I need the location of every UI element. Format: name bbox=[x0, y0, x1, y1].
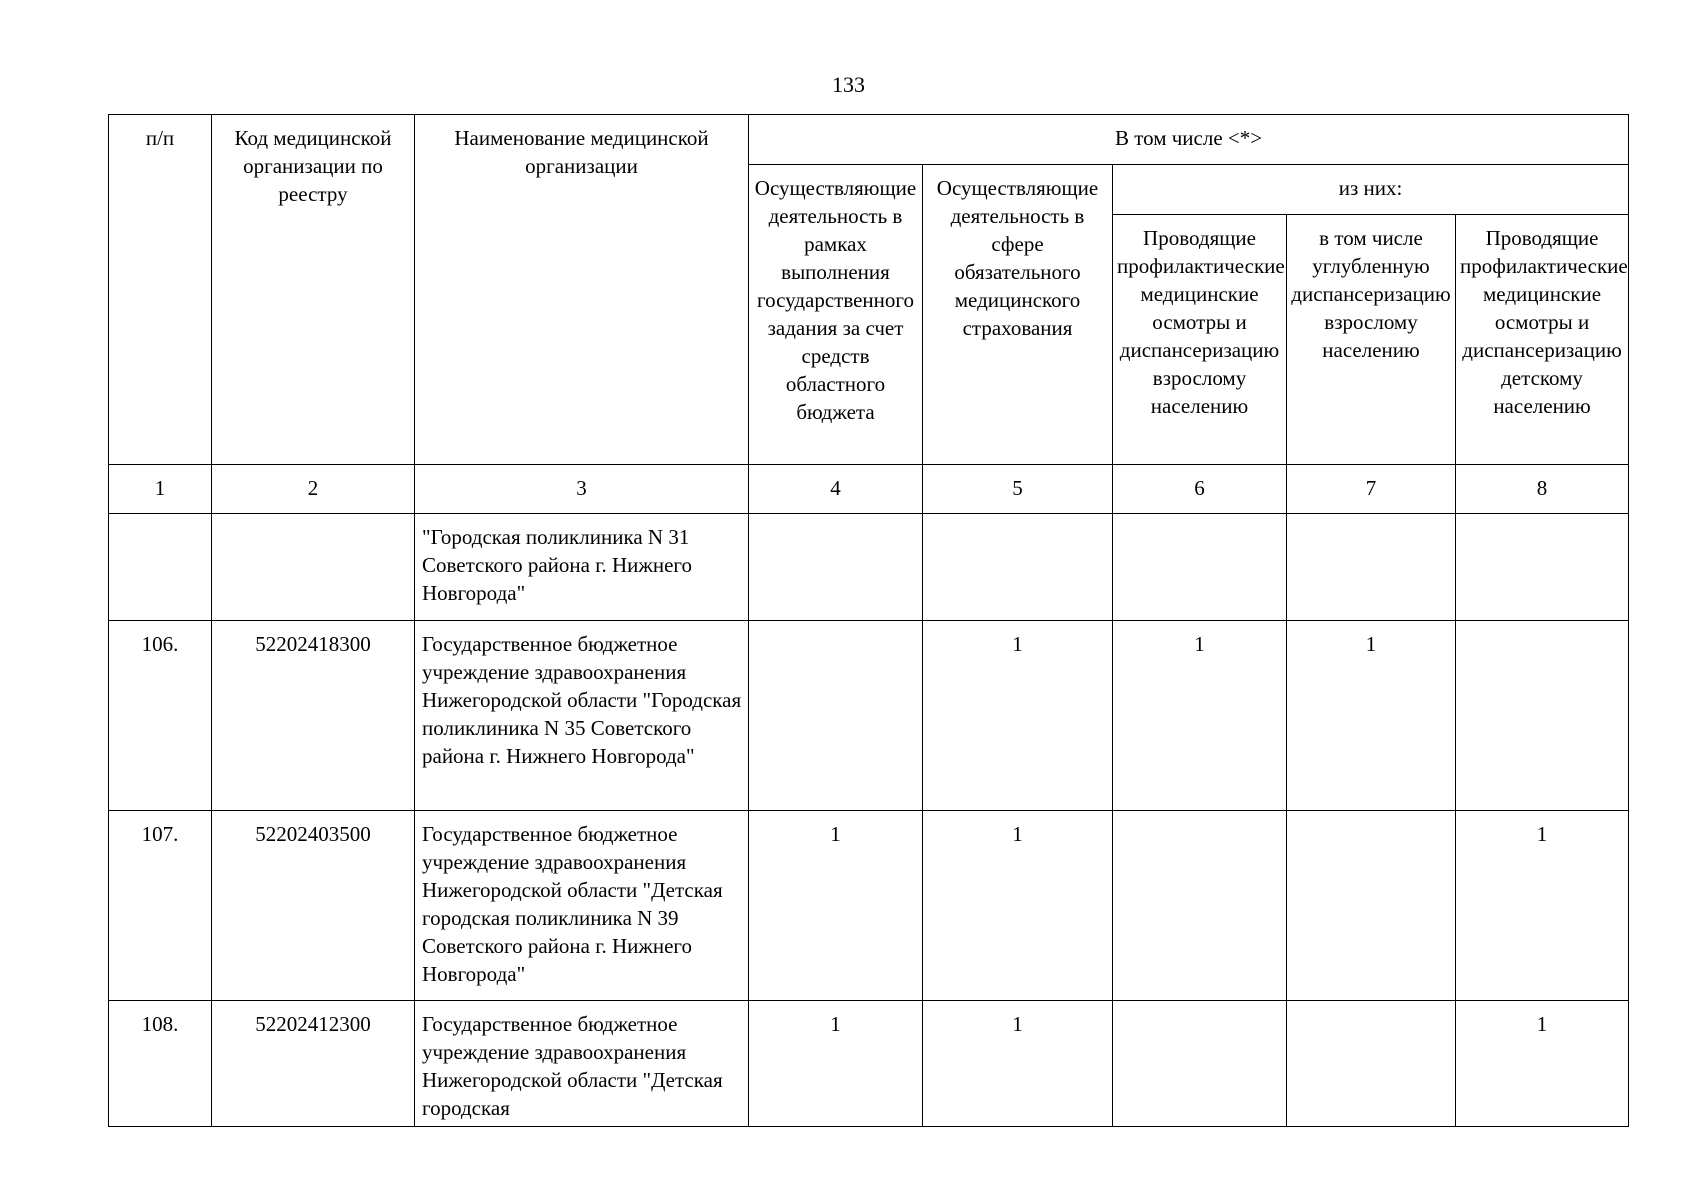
header-group-including: В том числе <*> bbox=[749, 115, 1629, 165]
header-code: Код медицинской организации по реестру bbox=[212, 115, 415, 465]
row-index: 106. bbox=[109, 621, 212, 811]
row-adult-exam: 1 bbox=[1113, 621, 1287, 811]
row-code: 52202418300 bbox=[212, 621, 415, 811]
column-number: 2 bbox=[212, 465, 415, 514]
row-index bbox=[109, 514, 212, 621]
row-index: 108. bbox=[109, 1001, 212, 1127]
row-deep-disp bbox=[1287, 1001, 1456, 1127]
row-code: 52202403500 bbox=[212, 811, 415, 1001]
header-group-of-them: из них: bbox=[1113, 165, 1629, 215]
header-child-exam: Проводящие профилактические медицинские осмотры и диспансеризацию детскому населению bbox=[1456, 215, 1629, 465]
row-child-exam: 1 bbox=[1456, 811, 1629, 1001]
row-oms bbox=[923, 514, 1113, 621]
column-number: 8 bbox=[1456, 465, 1629, 514]
header-name: Наименование медицинской организации bbox=[415, 115, 749, 465]
row-state-task bbox=[749, 621, 923, 811]
header-adult-exam: Проводящие профилактические медицинские осмотры и диспансеризацию взрослому населению bbox=[1113, 215, 1287, 465]
row-state-task bbox=[749, 514, 923, 621]
row-deep-disp bbox=[1287, 811, 1456, 1001]
row-adult-exam bbox=[1113, 811, 1287, 1001]
row-state-task: 1 bbox=[749, 1001, 923, 1127]
row-code: 52202412300 bbox=[212, 1001, 415, 1127]
column-number: 4 bbox=[749, 465, 923, 514]
table-row bbox=[109, 1001, 1629, 1127]
row-state-task: 1 bbox=[749, 811, 923, 1001]
header-deep-disp: в том числе углубленную диспансеризацию взрослому населению bbox=[1287, 215, 1456, 465]
column-number: 3 bbox=[415, 465, 749, 514]
row-oms: 1 bbox=[923, 811, 1113, 1001]
row-deep-disp bbox=[1287, 514, 1456, 621]
row-deep-disp: 1 bbox=[1287, 621, 1456, 811]
header-oms: Осуществляющие деятельность в сфере обязательного медицинского страхования bbox=[923, 165, 1113, 465]
column-numbers-row bbox=[109, 465, 1629, 514]
row-name: Государственное бюджетное учреждение здравоохранения Нижегородской области "Детская городская bbox=[415, 1001, 749, 1127]
column-number: 7 bbox=[1287, 465, 1456, 514]
page-number: 133 bbox=[832, 72, 865, 97]
table-row bbox=[109, 621, 1629, 811]
column-number: 5 bbox=[923, 465, 1113, 514]
row-child-exam bbox=[1456, 514, 1629, 621]
row-code bbox=[212, 514, 415, 621]
column-number: 6 bbox=[1113, 465, 1287, 514]
header-index: п/п bbox=[109, 115, 212, 465]
header-state-task: Осуществляющие деятельность в рамках выполнения государственного задания за счет средств областного бюджета bbox=[749, 165, 923, 465]
row-name: Государственное бюджетное учреждение здравоохранения Нижегородской области "Городская поликлиника N 35 Советского района г. Нижнего Новгорода" bbox=[415, 621, 749, 811]
row-adult-exam bbox=[1113, 514, 1287, 621]
table-row bbox=[109, 514, 1629, 621]
row-name: Государственное бюджетное учреждение здравоохранения Нижегородской области "Детская городская поликлиника N 39 Советского района г. Нижнего Новгорода" bbox=[415, 811, 749, 1001]
column-number: 1 bbox=[109, 465, 212, 514]
header-row-1 bbox=[109, 115, 1629, 165]
table-row bbox=[109, 811, 1629, 1001]
row-child-exam: 1 bbox=[1456, 1001, 1629, 1127]
row-child-exam bbox=[1456, 621, 1629, 811]
row-adult-exam bbox=[1113, 1001, 1287, 1127]
row-index: 107. bbox=[109, 811, 212, 1001]
row-oms: 1 bbox=[923, 1001, 1113, 1127]
row-name: "Городская поликлиника N 31 Советского района г. Нижнего Новгорода" bbox=[415, 514, 749, 621]
row-oms: 1 bbox=[923, 621, 1113, 811]
registry-table bbox=[108, 114, 1629, 1127]
